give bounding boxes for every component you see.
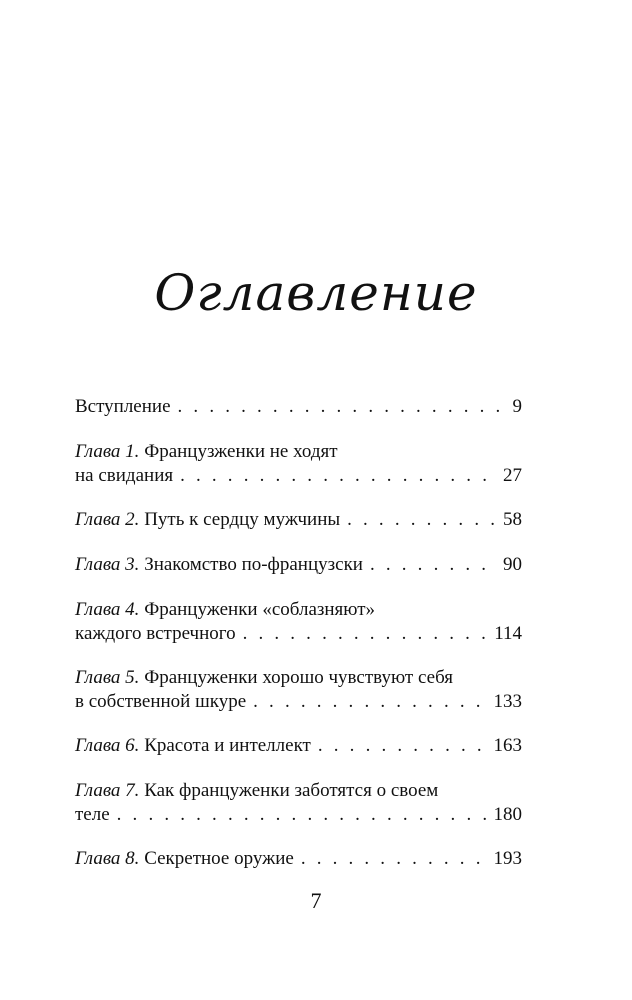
toc-line [75, 734, 522, 758]
toc-chapter-label: Глава 7. [75, 780, 140, 801]
toc-chapter-label: Глава 1. [75, 441, 140, 462]
toc-line [75, 440, 522, 464]
toc-entry-introduction[interactable] [75, 395, 522, 419]
toc-line [75, 553, 522, 577]
toc-entry-chapter-6[interactable] [75, 734, 522, 758]
toc-page-number: 27 [503, 465, 522, 486]
toc-entry-chapter-2[interactable] [75, 508, 522, 532]
toc-page-number: 163 [493, 735, 522, 756]
toc-page-number: 90 [503, 554, 522, 575]
toc-page-number: 133 [493, 691, 522, 712]
dot-leader [370, 553, 497, 577]
toc-entry-title-continuation: теле [75, 804, 110, 825]
toc-entry-chapter-5[interactable] [75, 666, 522, 714]
toc-entry-title: Француженки хорошо чувствуют себя [144, 667, 454, 688]
toc-line [75, 779, 522, 803]
toc-chapter-label: Глава 2. [75, 509, 140, 530]
toc-line [75, 803, 522, 827]
toc-page-number: 193 [493, 848, 522, 869]
toc-entry-title-continuation: каждого встречного [75, 623, 236, 644]
dot-leader [117, 803, 488, 827]
page-number: 7 [310, 888, 322, 913]
toc-entry-title: Знакомство по-французски [144, 554, 363, 575]
toc-entry-title: Француженки «соблазняют» [144, 599, 376, 620]
toc-page-number: 180 [493, 804, 522, 825]
toc-entry-title: Красота и интеллект [144, 735, 311, 756]
toc-entry-chapter-8[interactable] [75, 847, 522, 871]
toc-entry-chapter-1[interactable] [75, 440, 522, 488]
toc-entry-title: Французженки не ходят [144, 441, 338, 462]
toc-line [75, 395, 522, 419]
toc-line [75, 598, 522, 622]
toc-line [75, 508, 522, 532]
toc-entry-title: Как француженки заботятся о своем [144, 780, 439, 801]
toc-chapter-label: Глава 5. [75, 667, 140, 688]
toc-entry-title: Вступление [75, 396, 171, 417]
toc-entry-chapter-3[interactable] [75, 553, 522, 577]
dot-leader [180, 464, 497, 488]
toc-entry-chapter-7[interactable] [75, 779, 522, 827]
toc-line [75, 464, 522, 488]
dot-leader [243, 622, 489, 646]
toc-entry-chapter-4[interactable] [75, 598, 522, 646]
toc-entry-title-continuation: на свидания [75, 465, 174, 486]
toc-entry-title: Секретное оружие [144, 848, 294, 869]
toc-page-number: 58 [503, 509, 522, 530]
toc-chapter-label: Глава 8. [75, 848, 140, 869]
toc-entry-title: Путь к сердцу мужчины [144, 509, 341, 530]
dot-leader [178, 395, 507, 419]
toc-line [75, 847, 522, 871]
toc-entry-title-continuation: в собственной шкуре [75, 691, 247, 712]
toc-chapter-label: Глава 6. [75, 735, 140, 756]
dot-leader [301, 847, 488, 871]
toc-page-number: 9 [512, 396, 522, 417]
toc-chapter-label: Глава 4. [75, 599, 140, 620]
table-of-contents [75, 395, 522, 892]
toc-line [75, 622, 522, 646]
dot-leader [253, 690, 487, 714]
toc-chapter-label: Глава 3. [75, 554, 140, 575]
toc-line [75, 666, 522, 690]
toc-page-number: 114 [494, 623, 522, 644]
page-title: Оглавление [154, 264, 478, 322]
dot-leader [347, 508, 497, 532]
dot-leader [318, 734, 488, 758]
toc-line [75, 690, 522, 714]
